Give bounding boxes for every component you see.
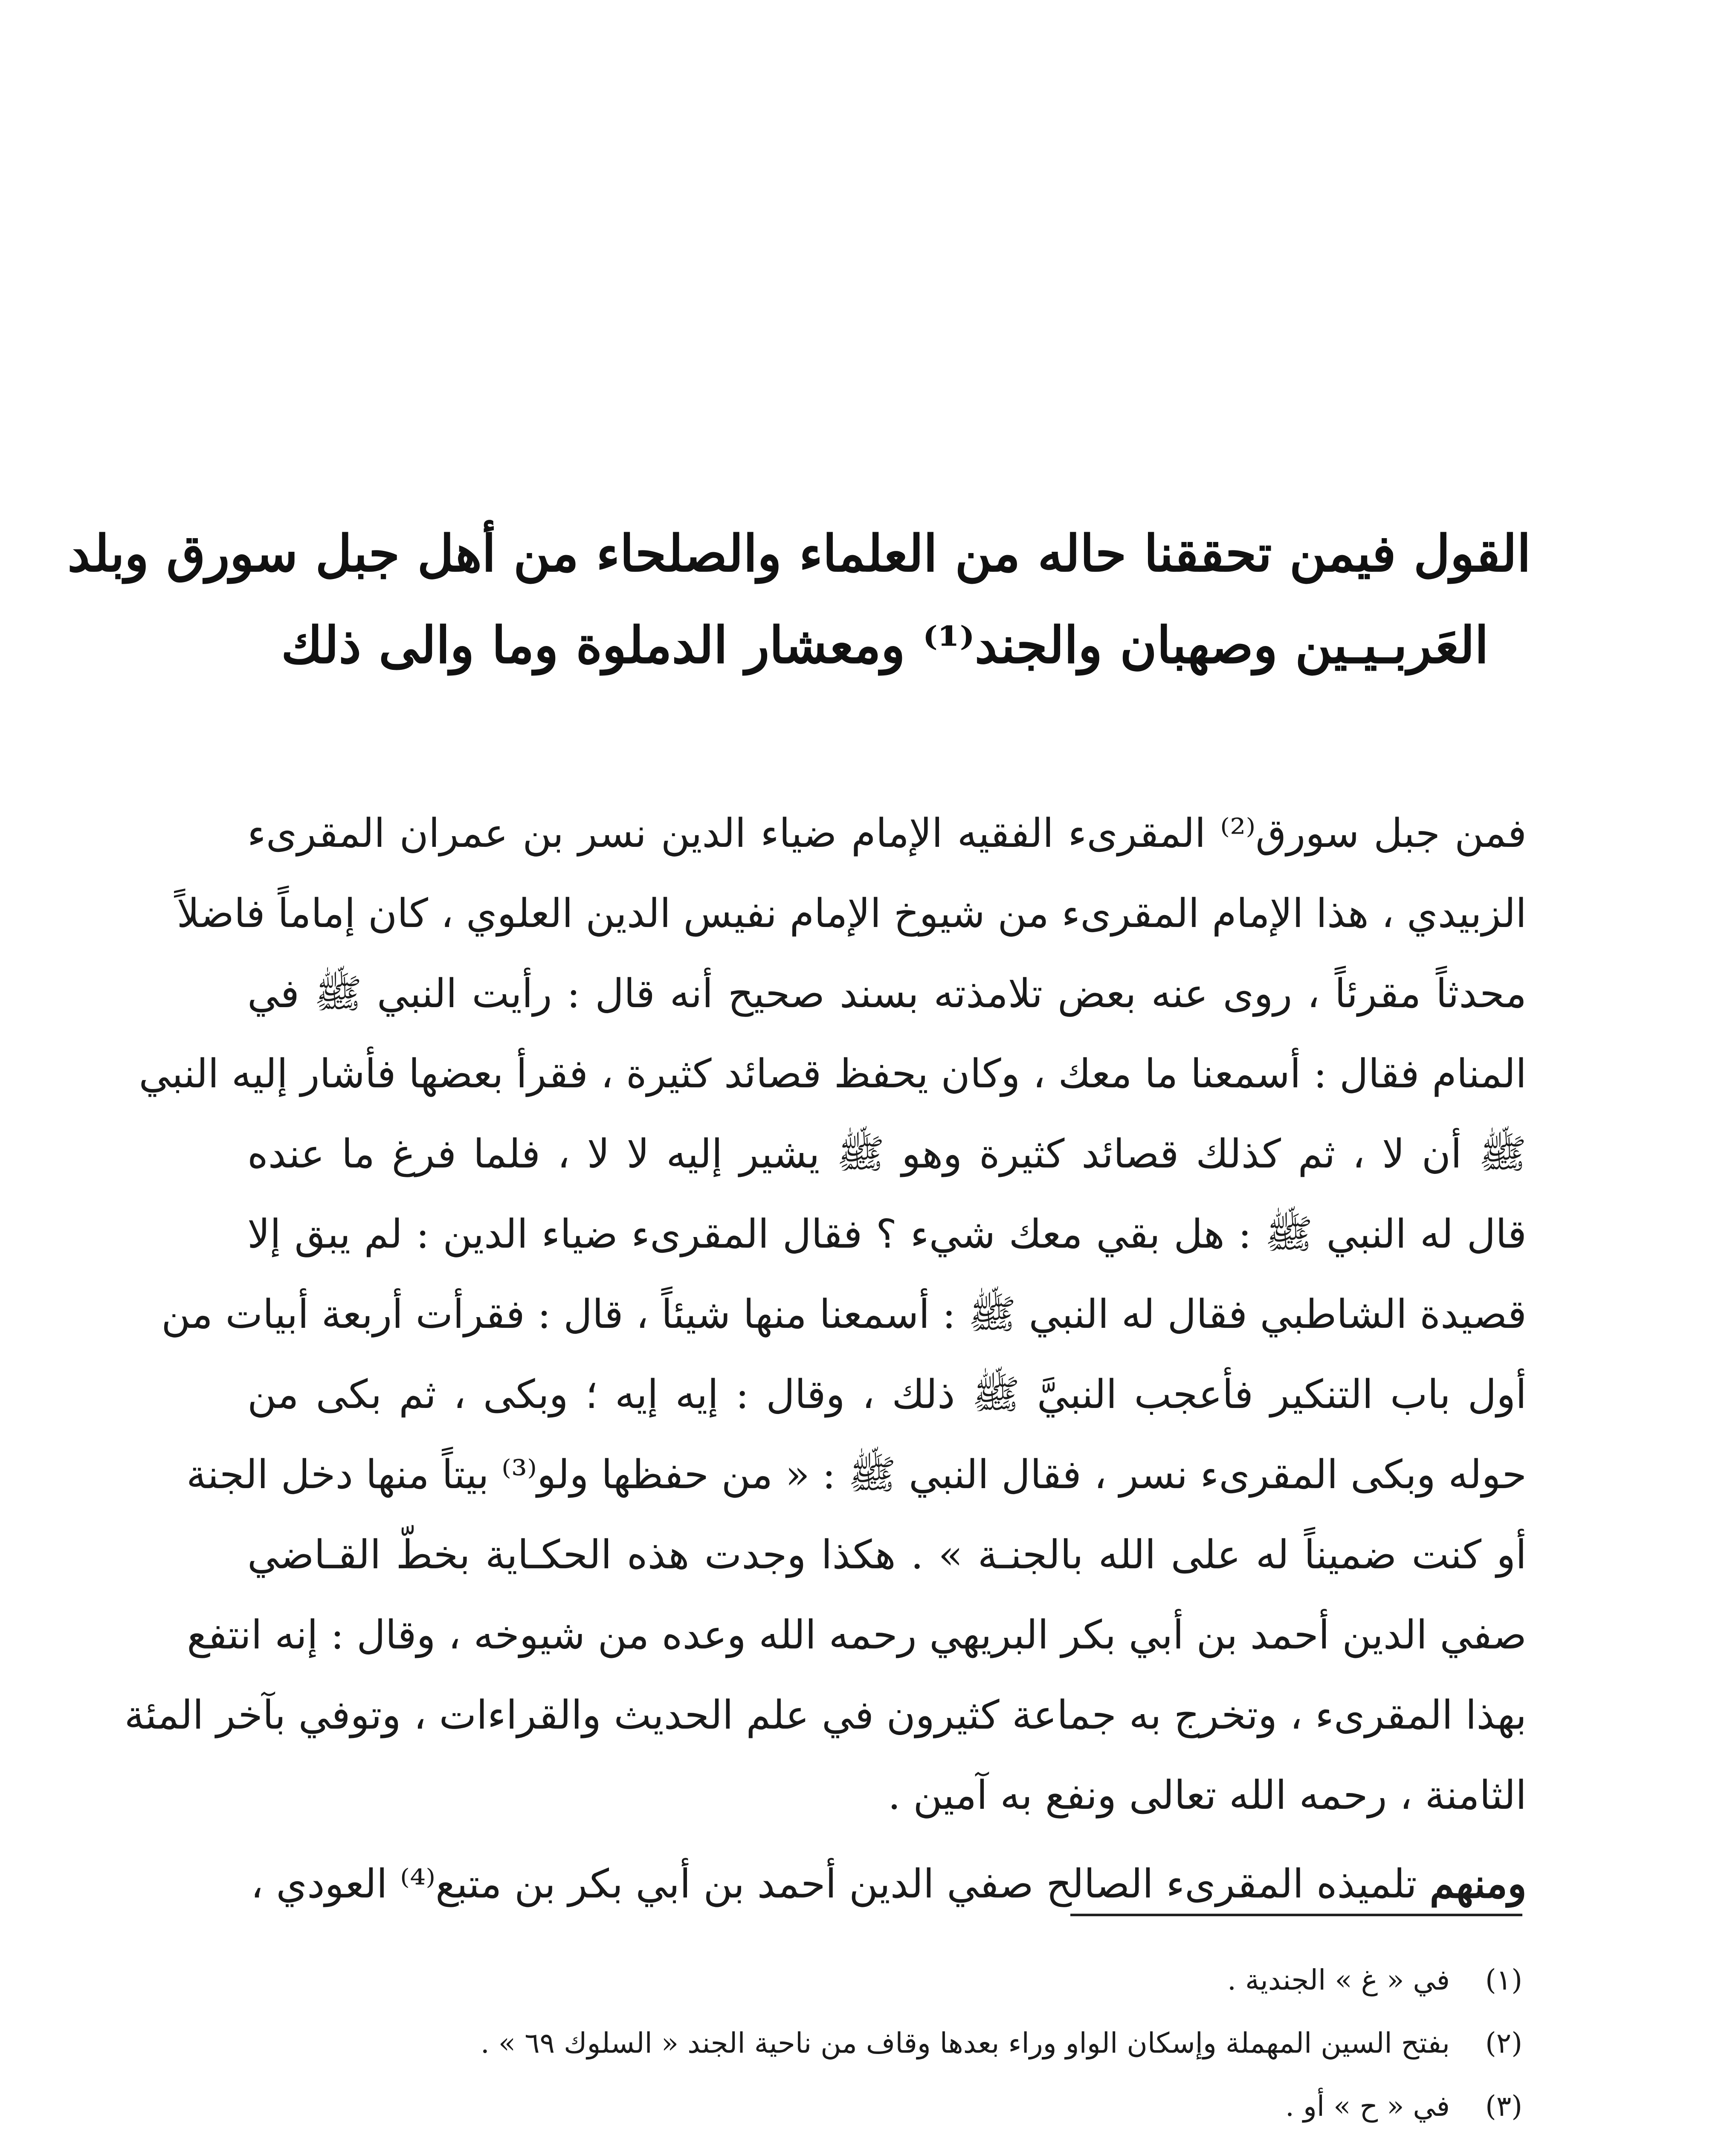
footnote-number: (١) xyxy=(1485,1964,1522,1996)
footnote-item xyxy=(239,2012,1522,2075)
text-line: حوله وبكى المقرىء نسر ، فقال النبي ﷺ : « من حفظها ولو⁽³⁾ بيتاً منها دخل الجنة xyxy=(186,1451,1527,1498)
main-text xyxy=(124,793,1527,1924)
footnote-number: (٢) xyxy=(1485,2027,1522,2060)
title-line-2: العَربـيـين وصهبان والجند⁽¹⁾ ومعشار الدملوة وما والى ذلك xyxy=(281,615,1489,675)
text-line: أول باب التنكير فأعجب النبيَّ ﷺ ذلك ، وقال : إيه إيه ؛ وبكى ، ثم بكى من xyxy=(247,1371,1527,1417)
text-line: محدثاً مقرئاً ، روى عنه بعض تلامذته بسند صحيح أنه قال : رأيت النبي ﷺ في xyxy=(247,970,1527,1017)
text-line: قال له النبي ﷺ : هل بقي معك شيء ؟ فقال المقرىء ضياء الدين : لم يبق إلا xyxy=(247,1211,1527,1257)
paragraph-1 xyxy=(124,793,1527,1835)
text-line: ﷺ أن لا ، ثم كذلك قصائد كثيرة وهو ﷺ يشير إليه لا لا ، فلما فرغ ما عنده xyxy=(247,1131,1527,1177)
text-line: أو كنت ضميناً له على الله بالجنـة » . هكذا وجدت هذه الحكـاية بخطّ القـاضي xyxy=(247,1532,1527,1578)
footnotes xyxy=(239,1949,1522,2132)
text-line: فمن جبل سورق⁽²⁾ المقرىء الفقيه الإمام ضياء الدين نسر بن عمران المقرىء xyxy=(247,810,1527,856)
text-line: صفي الدين أحمد بن أبي بكر البريهي رحمه الله وعده من شيوخه ، وقال : إنه انتفع xyxy=(187,1612,1527,1658)
text-line: بهذا المقرىء ، وتخرج به جماعة كثيرون في علم الحديث والقراءات ، وتوفي بآخر المئة xyxy=(124,1692,1527,1738)
text-line: الزبيدي ، هذا الإمام المقرىء من شيوخ الإمام نفيس الدين العلوي ، كان إماماً فاضلاً xyxy=(177,890,1527,936)
footnote-item xyxy=(239,2075,1522,2132)
title-line-1: القول فيمن تحققنا حاله من العلماء والصلحاء من أهل جبل سورق وبلد xyxy=(67,524,1531,583)
text-line xyxy=(247,1844,1527,1924)
footnote-text: في « ح » أو . xyxy=(1285,2090,1450,2123)
section-title xyxy=(67,507,1531,691)
text-line: المنام فقال : أسمعنا ما معك ، وكان يحفظ قصائد كثيرة ، فقرأ بعضها فأشار إليه النبي xyxy=(139,1051,1527,1097)
text-line: الثامنة ، رحمه الله تعالى ونفع به آمين . xyxy=(888,1772,1527,1818)
footnote-item xyxy=(239,1949,1522,2012)
paragraph-rest: تلميذه المقرىء الصالح صفي الدين أحمد بن أبي بكر بن متبع⁽⁴⁾ العودي ، xyxy=(250,1861,1430,1907)
paragraph-lead-word: ومنهم xyxy=(1429,1860,1527,1907)
text-line: قصيدة الشاطبي فقال له النبي ﷺ : أسمعنا منها شيئاً ، قال : فقرأت أربعة أبيات من xyxy=(161,1291,1527,1337)
footnote-divider xyxy=(1070,1914,1522,1916)
footnote-text: في « غ » الجندية . xyxy=(1227,1964,1450,1996)
footnote-number: (٣) xyxy=(1485,2090,1522,2123)
footnote-text: بفتح السين المهملة وإسكان الواو وراء بعدها وقاف من ناحية الجند « السلوك ٦٩ » . xyxy=(480,2027,1450,2060)
paragraph-2 xyxy=(247,1844,1527,1924)
